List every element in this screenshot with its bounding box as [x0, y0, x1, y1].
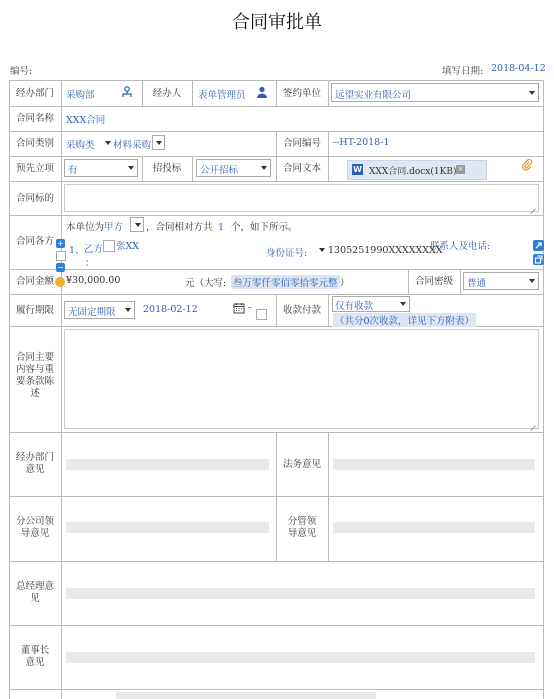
term-dash: - [248, 302, 252, 313]
contact-label: 联系人及电话: [430, 241, 491, 252]
user-icon[interactable] [256, 86, 268, 101]
legal-opinion-label: 法务意见 [282, 459, 321, 470]
dept-label: 经办部门 [15, 88, 54, 99]
parties-suffix: 个，如下所示。 [231, 222, 298, 233]
number-label: 编号: [10, 66, 33, 77]
next-opinion-field[interactable] [116, 692, 376, 699]
party-name-value[interactable]: 张XX [116, 241, 140, 252]
id-value[interactable]: 1305251990XXXXXXXX [328, 245, 443, 256]
org-tree-icon[interactable] [121, 86, 133, 101]
col-divider [460, 269, 461, 294]
amount-unit-text: 元（大写: [185, 278, 227, 289]
term-select[interactable] [64, 301, 135, 319]
parties-label: 合同各方 [15, 236, 54, 247]
manager-opinion-label: 分管领导意见 [287, 516, 317, 539]
col-divider [328, 80, 329, 106]
code-value[interactable]: --HT-2018-1 [333, 137, 390, 148]
content-label: 合同主要内容与重要条款陈述 [15, 352, 54, 399]
type-value-secondary[interactable]: 材料采购 [113, 140, 152, 151]
gm-opinion-field[interactable] [66, 588, 535, 599]
resize-handle-icon[interactable] [530, 203, 536, 209]
row-divider [9, 106, 544, 107]
remove-attachment-icon[interactable]: × [457, 165, 464, 173]
dept-opinion-label: 经办部门意见 [15, 452, 54, 475]
remove-party-icon[interactable]: − [57, 263, 64, 272]
content-textarea[interactable] [64, 329, 539, 429]
label-column-divider [61, 80, 62, 699]
word-file-icon: W [353, 165, 362, 174]
row-divider [9, 215, 544, 216]
chevron-down-icon [128, 166, 134, 170]
id-label: 身份证号: [266, 248, 308, 259]
party-count[interactable]: 1 [218, 222, 225, 233]
term-value: 无固定期限 [68, 307, 116, 318]
gm-opinion-label: 总经理意见 [15, 581, 54, 604]
payment-label: 收款付款 [282, 305, 321, 316]
payment-value: 仅有收款 [335, 301, 374, 312]
copy-link-icon[interactable] [533, 254, 544, 265]
party-other-checkbox[interactable] [103, 240, 115, 252]
fill-date-label: 填写日期: [442, 66, 484, 77]
id-type-dropdown[interactable] [315, 244, 326, 256]
project-value: 有 [68, 165, 78, 176]
project-select[interactable] [64, 159, 138, 177]
target-textarea[interactable] [64, 184, 539, 212]
amount-close: ） [340, 278, 350, 289]
manager-opinion-field[interactable] [333, 522, 535, 533]
target-label: 合同标的 [15, 193, 54, 204]
chevron-down-icon [400, 302, 406, 306]
parties-middle: ，合同相对方共 [146, 222, 213, 233]
secret-label: 合同密级 [414, 276, 453, 287]
bid-select[interactable] [196, 159, 271, 177]
party-self-dropdown[interactable] [130, 217, 144, 232]
chairman-opinion-label: 董事长意见 [20, 645, 50, 668]
party-row-checkbox[interactable] [56, 251, 66, 261]
bid-label: 招投标 [152, 163, 182, 174]
row-divider [9, 689, 544, 690]
parties-prefix: 本单位为 [66, 222, 105, 233]
chevron-down-icon [156, 141, 162, 145]
dept-opinion-field[interactable] [66, 459, 269, 470]
attachment-chip[interactable] [347, 160, 487, 180]
parties-description [66, 219, 123, 233]
term-end-checkbox[interactable] [256, 309, 267, 320]
chevron-down-icon [261, 166, 267, 170]
type-secondary-dropdown[interactable] [152, 135, 165, 150]
code-label: 合同编号 [282, 138, 321, 149]
party-colon: ： [85, 258, 95, 269]
branch-opinion-label: 分公司领导意见 [15, 516, 54, 539]
open-link-icon[interactable] [533, 240, 544, 251]
payment-note: （共分0次收款，详见下方附表） [333, 313, 476, 327]
project-label: 预先立项 [15, 163, 54, 174]
term-date-value[interactable]: 2018-02-12 [143, 304, 198, 315]
coin-icon[interactable] [55, 277, 65, 287]
chevron-down-icon [135, 223, 141, 227]
type-label: 合同类别 [15, 138, 54, 149]
secret-select[interactable] [463, 272, 539, 290]
calendar-icon[interactable] [233, 302, 245, 317]
row-divider [9, 269, 544, 270]
chevron-down-icon [125, 308, 131, 312]
col-divider [192, 80, 193, 106]
party-item-no: 1、 [69, 245, 85, 256]
attachment-name: XXX合同.docx(1KB) [369, 167, 457, 177]
row-divider [9, 561, 544, 562]
handler-label: 经办人 [152, 88, 182, 99]
payment-select[interactable] [332, 296, 410, 312]
name-value[interactable]: XXX合同 [66, 115, 106, 126]
chevron-down-icon [529, 279, 535, 283]
party-other-value[interactable]: 乙方 [84, 244, 104, 255]
row-divider [9, 625, 544, 626]
branch-opinion-field[interactable] [66, 522, 269, 533]
handler-value[interactable]: 表单管理员 [198, 90, 246, 101]
type-value-primary[interactable]: 采购类 [66, 140, 95, 151]
col-divider [328, 131, 329, 181]
chevron-down-icon [319, 248, 325, 252]
fill-date-value: 2018-04-12 [491, 63, 546, 74]
amount-capital: 叁万零仟零佰零拾零元整 [231, 275, 340, 289]
chevron-down-icon [105, 141, 111, 145]
party-self-value: 甲方 [104, 222, 124, 233]
dept-value[interactable]: 采购部 [66, 90, 95, 101]
amount-value[interactable]: ¥30,000.00 [66, 275, 121, 286]
type-dropdown[interactable] [101, 137, 112, 148]
unit-select[interactable] [331, 83, 539, 102]
amount-label: 合同金额 [15, 276, 54, 287]
secret-value: 普通 [467, 278, 487, 289]
text-label: 合同文本 [282, 163, 321, 174]
legal-opinion-field[interactable] [333, 459, 535, 470]
term-label: 履行期限 [15, 305, 54, 316]
col-divider [276, 432, 277, 561]
resize-handle-icon[interactable] [530, 420, 536, 426]
chevron-down-icon [529, 91, 535, 95]
bid-value: 公开招标 [200, 165, 239, 176]
add-party-icon[interactable]: + [57, 239, 64, 248]
col-divider [192, 156, 193, 181]
unit-value: 远望实业有限公司 [335, 90, 412, 101]
col-divider [328, 432, 329, 561]
col-divider [328, 294, 329, 326]
name-label: 合同名称 [15, 113, 54, 124]
chairman-opinion-field[interactable] [66, 652, 535, 663]
row-divider [9, 181, 544, 182]
unit-label: 签约单位 [282, 88, 321, 99]
paperclip-icon[interactable] [521, 159, 533, 174]
page-title: 合同审批单 [232, 12, 322, 33]
